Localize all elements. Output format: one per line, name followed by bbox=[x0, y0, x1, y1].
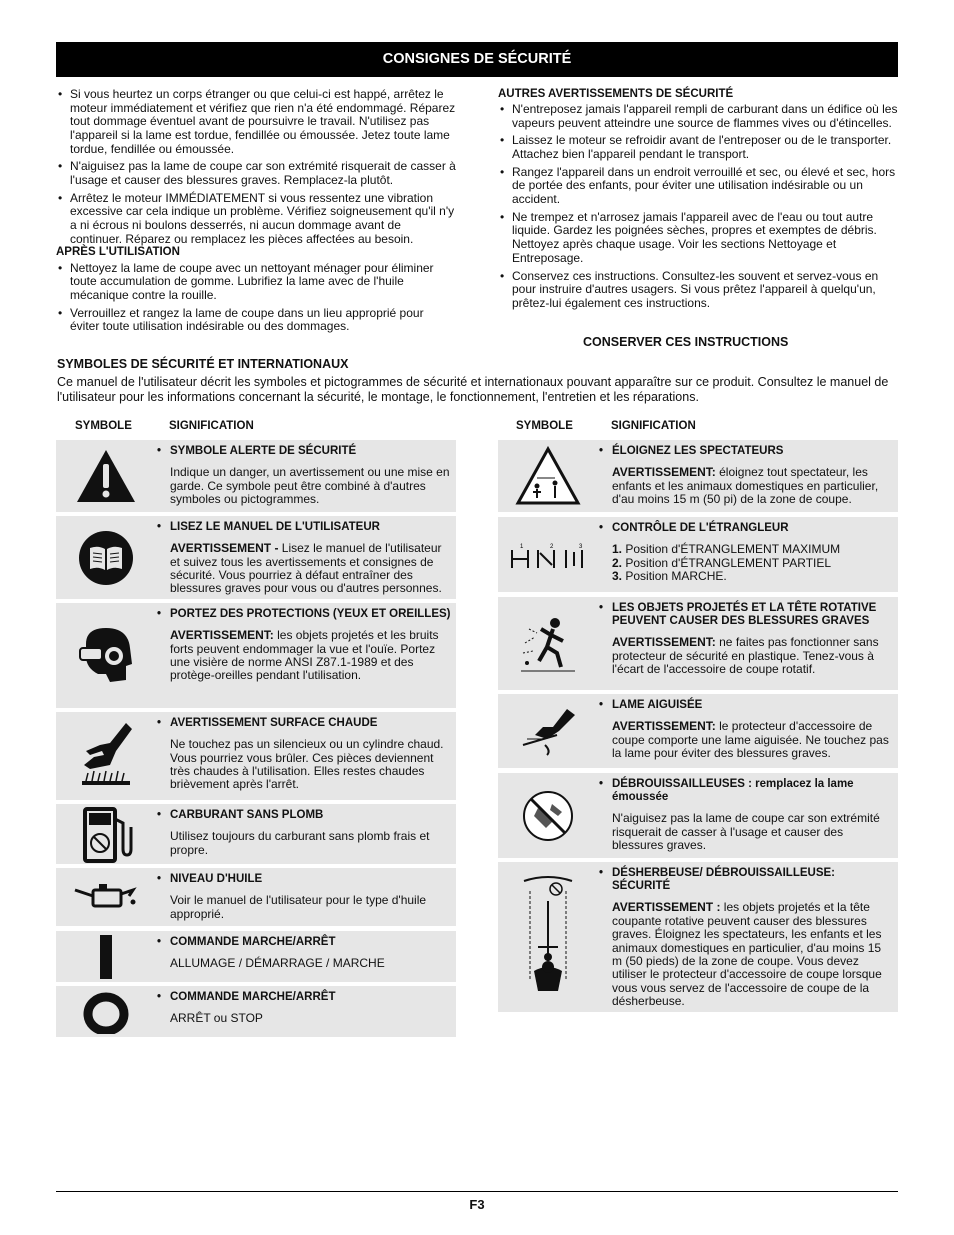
symbol-row bbox=[498, 694, 898, 768]
symbol-title: • LES OBJETS PROJETÉS ET LA TÊTE ROTATIVE PEUVENT CAUSER DES BLESSURES GRAVES bbox=[598, 602, 894, 628]
page-number: F3 bbox=[469, 1197, 485, 1212]
choke-icon-number: 3 bbox=[579, 543, 583, 550]
symbol-description: AVERTISSEMENT - Lisez le manuel de l'utilisateur et suivez tous les avertissements et consignes de sécurité. Vous pourriez à défaut entraîner des blessures graves pour vous ou d'autres personnes. bbox=[170, 541, 442, 596]
symbol-description: Indique un danger, un avertissement ou une mise en garde. Ce symbole peut être combiné à d'autres symboles ou pictogrammes. bbox=[170, 465, 450, 506]
symbol-title: • PORTEZ DES PROTECTIONS (YEUX ET OREILLES) bbox=[156, 608, 452, 621]
symbol-row bbox=[498, 773, 898, 858]
choke-icon-number: 2 bbox=[550, 543, 554, 550]
symbol-title: • COMMANDE MARCHE/ARRÊT bbox=[156, 936, 452, 949]
list-item: • Rangez l'appareil dans un endroit verrouillé et sec, ou élevé et sec, hors de portée des enfants, pour éviter une utilisation indésirable ou un accident. bbox=[498, 166, 898, 207]
autres-title: AUTRES AVERTISSEMENTS DE SÉCURITÉ bbox=[498, 88, 734, 100]
list-item: • N'aiguisez pas la lame de coupe car son extrémité risquerait de casser à l'usage et causer des blessures graves. Remplacez-la plutôt. bbox=[56, 160, 456, 187]
symbol-description: Voir le manuel de l'utilisateur pour le type d'huile approprié. bbox=[170, 893, 427, 921]
bullet-list bbox=[56, 88, 456, 246]
symbols-intro: Ce manuel de l'utilisateur décrit les symboles et pictogrammes de sécurité et internationaux pouvant apparaître sur ce produit. Consultez le manuel de l'utilisateur pour les informations concernant la sécurité, le montage, le fonctionnement, l'entretien et les réparations. bbox=[57, 375, 889, 404]
symbol-row bbox=[498, 862, 898, 1012]
symbol-row bbox=[56, 868, 456, 926]
list-item: • Si vous heurtez un corps étranger ou que celui-ci est happé, arrêtez le moteur immédiatement et vérifiez que rien n'a été endommagé. Réparez tout dommage éventuel avant de poursuivre le travail. N'utilisez pas l'appareil si la lame est tordue, fendillée ou émoussée. Jetez toute lame tordue, fendillée ou émoussée. bbox=[56, 88, 456, 156]
symbols-title: SYMBOLES DE SÉCURITÉ ET INTERNATIONAUX bbox=[57, 357, 349, 371]
symbol-row bbox=[56, 516, 456, 599]
symbol-description: AVERTISSEMENT: éloignez tout spectateur, les enfants et les animaux domestiques en particulier, d'au moins 15 m (50 pi) de la zone de coupe. bbox=[612, 465, 879, 506]
list-item: • Laissez le moteur se refroidir avant de l'entreposer ou de le transporter. Attachez bien l'appareil pendant le transport. bbox=[498, 134, 898, 161]
symbol-row bbox=[56, 712, 456, 800]
symbol-description: AVERTISSEMENT: le protecteur d'accessoire de coupe comporte une lame aiguisée. Ne touchez pas la lame pour éviter des blessures graves. bbox=[612, 719, 889, 760]
symbol-title: • CARBURANT SANS PLOMB bbox=[156, 809, 452, 822]
footer-divider bbox=[56, 1191, 898, 1192]
symbol-title: • AVERTISSEMENT SURFACE CHAUDE bbox=[156, 717, 452, 730]
symbol-title: • LAME AIGUISÉE bbox=[598, 699, 894, 712]
choke-control-icon bbox=[498, 517, 598, 592]
symbol-description: AVERTISSEMENT : les objets projetés et la tête coupante rotative peuvent causer des blessures graves. Éloignez les spectateurs, les enfants et les animaux domestiques en particulier, d'au moins 15 m (50 pieds) de la zone de coupe. Vous devez utiliser le protecteur d'accessoire de coupe lorsque vous vous servez de l'accessoire de coupe de la désherbeuse. bbox=[612, 900, 882, 1009]
conserver-heading: CONSERVER CES INSTRUCTIONS bbox=[583, 335, 789, 349]
symbol-title: • DÉSHERBEUSE/ DÉBROUISSAILLEUSE: SÉCURITÉ bbox=[598, 867, 894, 893]
choke-icon-number: 1 bbox=[520, 543, 524, 550]
off-switch-icon bbox=[56, 986, 156, 1037]
symbol-row bbox=[56, 986, 456, 1037]
symbol-row bbox=[498, 440, 898, 512]
bullet-list bbox=[498, 103, 898, 310]
on-switch-icon bbox=[56, 931, 156, 982]
list-item: • Verrouillez et rangez la lame de coupe dans un lieu approprié pour éviter toute utilisation indésirable ou des dommages. bbox=[56, 307, 456, 334]
symbol-row bbox=[498, 597, 898, 690]
safety-alert-icon bbox=[56, 440, 156, 512]
list-item: • N'entreposez jamais l'appareil rempli de carburant dans un édifice où les vapeurs peuvent atteindre une source de flammes vives ou d'étincelles. bbox=[498, 103, 898, 130]
symbol-title: • LISEZ LE MANUEL DE L'UTILISATEUR bbox=[156, 521, 452, 534]
oil-can-icon bbox=[56, 868, 156, 926]
hot-surface-icon bbox=[56, 712, 156, 800]
symbol-row bbox=[498, 517, 898, 592]
symbol-description: ARRÊT ou STOP bbox=[170, 1011, 263, 1026]
choke-position: 1. Position d'ÉTRANGLEMENT MAXIMUM bbox=[612, 542, 841, 557]
section-header: CONSIGNES DE SÉCURITÉ bbox=[56, 42, 898, 77]
symbol-row bbox=[56, 440, 456, 512]
read-manual-icon bbox=[56, 516, 156, 599]
unleaded-fuel-pump-icon bbox=[56, 804, 156, 864]
right-text-column bbox=[498, 88, 898, 315]
symbol-title: • SYMBOLE ALERTE DE SÉCURITÉ bbox=[156, 445, 452, 458]
symbol-description: AVERTISSEMENT: les objets projetés et les bruits forts peuvent endommager la vue et l'ouïe. Portez une visière de norme ANSI Z87.1-1989 et des protège-oreilles pendant l'utilisation. bbox=[170, 628, 439, 683]
keep-bystanders-away-icon bbox=[498, 440, 598, 512]
trimmer-safety-icon bbox=[498, 862, 598, 1012]
symbol-description: ALLUMAGE / DÉMARRAGE / MARCHE bbox=[170, 956, 385, 971]
symbol-description: AVERTISSEMENT: ne faites pas fonctionner sans protecteur de sécurité en plastique. Tenez-vous à l'écart de l'accessoire de coupe rotatif. bbox=[612, 635, 879, 677]
left-text-column bbox=[56, 88, 456, 338]
col-header-symbole: SYMBOLE bbox=[516, 420, 573, 432]
symbol-description: N'aiguisez pas la lame de coupe car son extrémité risquerait de casser à l'usage et causer des blessures graves. bbox=[612, 811, 880, 853]
symbol-title: • ÉLOIGNEZ LES SPECTATEURS bbox=[598, 445, 894, 458]
symbol-row bbox=[56, 931, 456, 982]
thrown-objects-icon bbox=[498, 597, 598, 690]
symbol-row bbox=[56, 603, 456, 708]
symbol-description: Utilisez toujours du carburant sans plomb frais et propre. bbox=[170, 829, 430, 857]
symbol-title: • DÉBROUISSAILLEUSES : remplacez la lame émoussée bbox=[598, 778, 894, 804]
col-header-symbole: SYMBOLE bbox=[75, 420, 132, 432]
apres-title: APRÈS L'UTILISATION bbox=[56, 246, 180, 259]
symbol-title: • NIVEAU D'HUILE bbox=[156, 873, 452, 886]
symbol-title: • CONTRÔLE DE L'ÉTRANGLEUR bbox=[598, 522, 894, 535]
symbol-description: Ne touchez pas un silencieux ou un cylindre chaud. Vous pourriez vous brûler. Ces pièces deviennent très chaudes à l'utilisation. Elles restes chaudes brièvement après l'arrêt. bbox=[170, 737, 444, 792]
bullet-list bbox=[56, 262, 456, 334]
list-item: • Arrêtez le moteur IMMÉDIATEMENT si vous ressentez une vibration excessive car cela indique un problème. Vérifiez soigneusement qu'il n'y a ni écrous ni boulons desserrés, ni aucun dommage avant de continuer. Réparez ou remplacez les pièces affectées au besoin. bbox=[56, 192, 456, 247]
choke-position: 2. Position d'ÉTRANGLEMENT PARTIEL bbox=[612, 555, 832, 570]
choke-position: 3. Position MARCHE. bbox=[612, 568, 727, 583]
list-item: • Conservez ces instructions. Consultez-les souvent et servez-vous en pour instruire d'autres usagers. Si vous prêtez l'appareil à quelqu'un, prêtez-lui également ces instructions. bbox=[498, 270, 898, 311]
eye-ear-protection-icon bbox=[56, 603, 156, 708]
symbol-row bbox=[56, 804, 456, 864]
col-header-signification: SIGNIFICATION bbox=[611, 420, 696, 432]
sharp-blade-icon bbox=[498, 694, 598, 768]
list-item: • Ne trempez et n'arrosez jamais l'appareil avec de l'eau ou tout autre liquide. Gardez les poignées sèches, propres et exemptes de débris. Nettoyez après chaque usage. Voir les sections Nettoyage et Entreposage. bbox=[498, 211, 898, 266]
choke-positions bbox=[598, 543, 894, 583]
col-header-signification: SIGNIFICATION bbox=[169, 420, 254, 432]
symbol-title: • COMMANDE MARCHE/ARRÊT bbox=[156, 991, 452, 1004]
no-sharpening-icon bbox=[498, 773, 598, 858]
list-item: • Nettoyez la lame de coupe avec un nettoyant ménager pour éliminer toute accumulation de gomme. Lubrifiez la lame avec de l'huile mécanique contre la rouille. bbox=[56, 262, 456, 303]
